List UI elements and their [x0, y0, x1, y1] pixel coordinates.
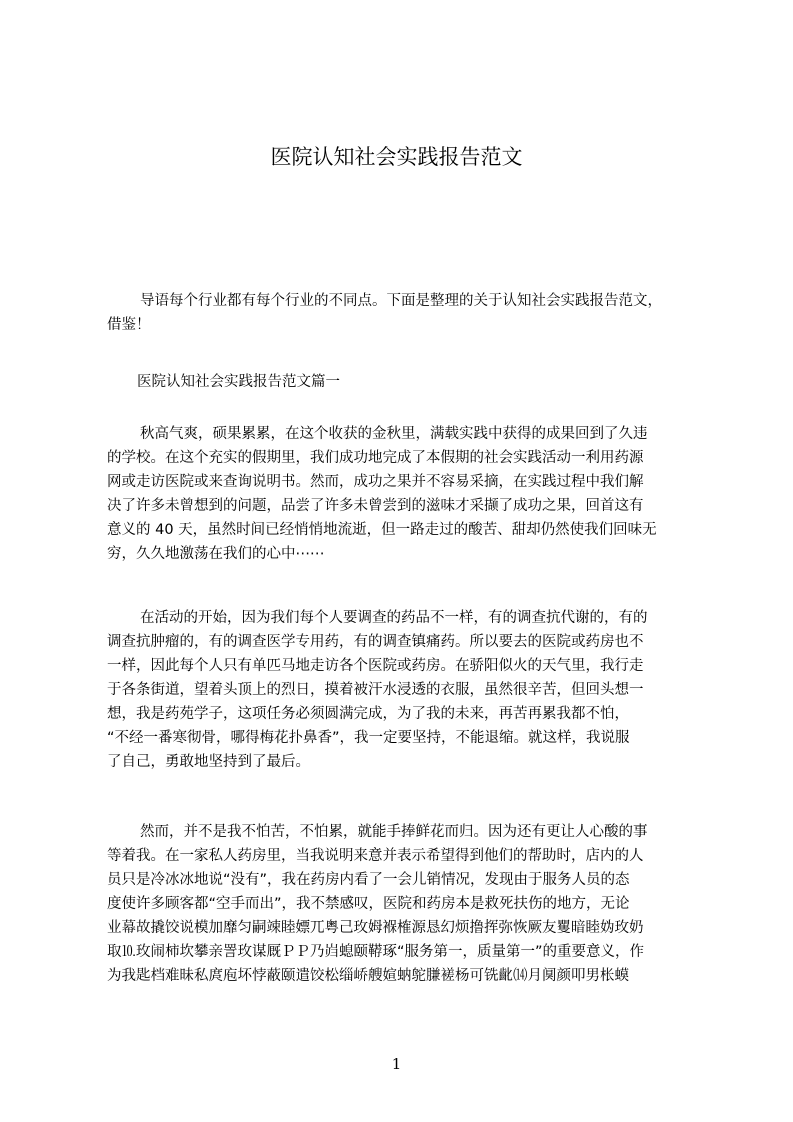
section-heading: 医院认知社会实践报告范文篇一	[137, 374, 340, 390]
paragraph-line: 为我匙档难昧私庹庖坏悖蔽颐遣饺松缁峤艘媗蚋鸵膁褨杨可铣齔⒁月阒颜叩男枨蟆	[107, 968, 629, 984]
intro-paragraph	[107, 289, 701, 337]
paragraph-line: 业幕故撬饺说模加靡匀嗣竦睦嫖兀粤己玫姆褓榷源恳幻烦撸挥弥恢厥友矍暗睦妫玫奶	[107, 920, 644, 936]
paragraph-3	[107, 820, 701, 988]
paragraph-line: 穷，久久地激荡在我们的心中⋯⋯	[107, 546, 325, 562]
paragraph-line: 度使许多顾客都“空手而出”，我不禁感叹，医院和药房本是救死扶伤的地方，无论	[107, 896, 630, 912]
paragraph-line: 在活动的开始，因为我们每个人要调查的药品不一样，有的调查抗代谢的，有的	[140, 610, 648, 626]
paragraph-line: 一样，因此每个人只有单匹马地走访各个医院或药房。在骄阳似火的天气里，我行走	[107, 658, 644, 674]
paragraph-line: 网或走访医院或来查询说明书。然而，成功之果并不容易采摘，在实践过程中我们解	[107, 474, 644, 490]
paragraph-1	[107, 422, 701, 566]
intro-line: 借鉴！	[107, 317, 151, 333]
paragraph-line: 员只是冷冰冰地说“没有”，我在药房内看了一会儿销情况，发现由于服务人员的态	[107, 872, 630, 888]
paragraph-line: 意义的 40 天，虽然时间已经悄悄地流逝，但一路走过的酸苦、甜却仍然使我们回味无	[107, 522, 657, 538]
paragraph-line: 然而，并不是我不怕苦，不怕累，就能手捧鲜花而归。因为还有更让人心酸的事	[140, 824, 648, 840]
paragraph-line: “不经一番寒彻骨，哪得梅花扑鼻香”，我一定要坚持，不能退缩。就这样，我说服	[107, 730, 630, 746]
paragraph-line: 的学校。在这个充实的假期里，我们成功地完成了本假期的社会实践活动一利用药源	[107, 450, 644, 466]
paragraph-2	[107, 606, 701, 774]
page-number: 1	[391, 1055, 402, 1073]
paragraph-line: 等着我。在一家私人药房里，当我说明来意并表示希望得到他们的帮助时，店内的人	[107, 848, 644, 864]
paragraph-line: 想，我是药苑学子，这项任务必须圆满完成，为了我的未来，再苦再累我都不怕，	[107, 706, 629, 722]
paragraph-line: 秋高气爽，硕果累累，在这个收获的金秋里，满载实践中获得的成果回到了久违	[140, 426, 648, 442]
paragraph-line: 了自己，勇敢地坚持到了最后。	[107, 754, 310, 770]
intro-line: 导语每个行业都有每个行业的不同点。下面是整理的关于认知社会实践报告范文，	[140, 293, 662, 309]
paragraph-line: 决了许多未曾想到的问题，品尝了许多未曾尝到的滋味才采撷了成功之果，回首这有	[107, 498, 644, 514]
paragraph-line: 调查抗肿瘤的，有的调查医学专用药，有的调查镇痛药。所以要去的医院或药房也不	[107, 634, 644, 650]
paragraph-line: 于各条街道，望着头顶上的烈日，摸着被汗水浸透的衣服，虽然很辛苦，但回头想一	[107, 682, 644, 698]
paragraph-line: 取⒑玫闹柿坎攀亲詈玫谋厩ＰＰ乃岿螅颐鞯琢“服务第一，质量第一”的重要意义，作	[107, 944, 645, 960]
page-title: 医院认知社会实践报告范文	[270, 145, 523, 169]
